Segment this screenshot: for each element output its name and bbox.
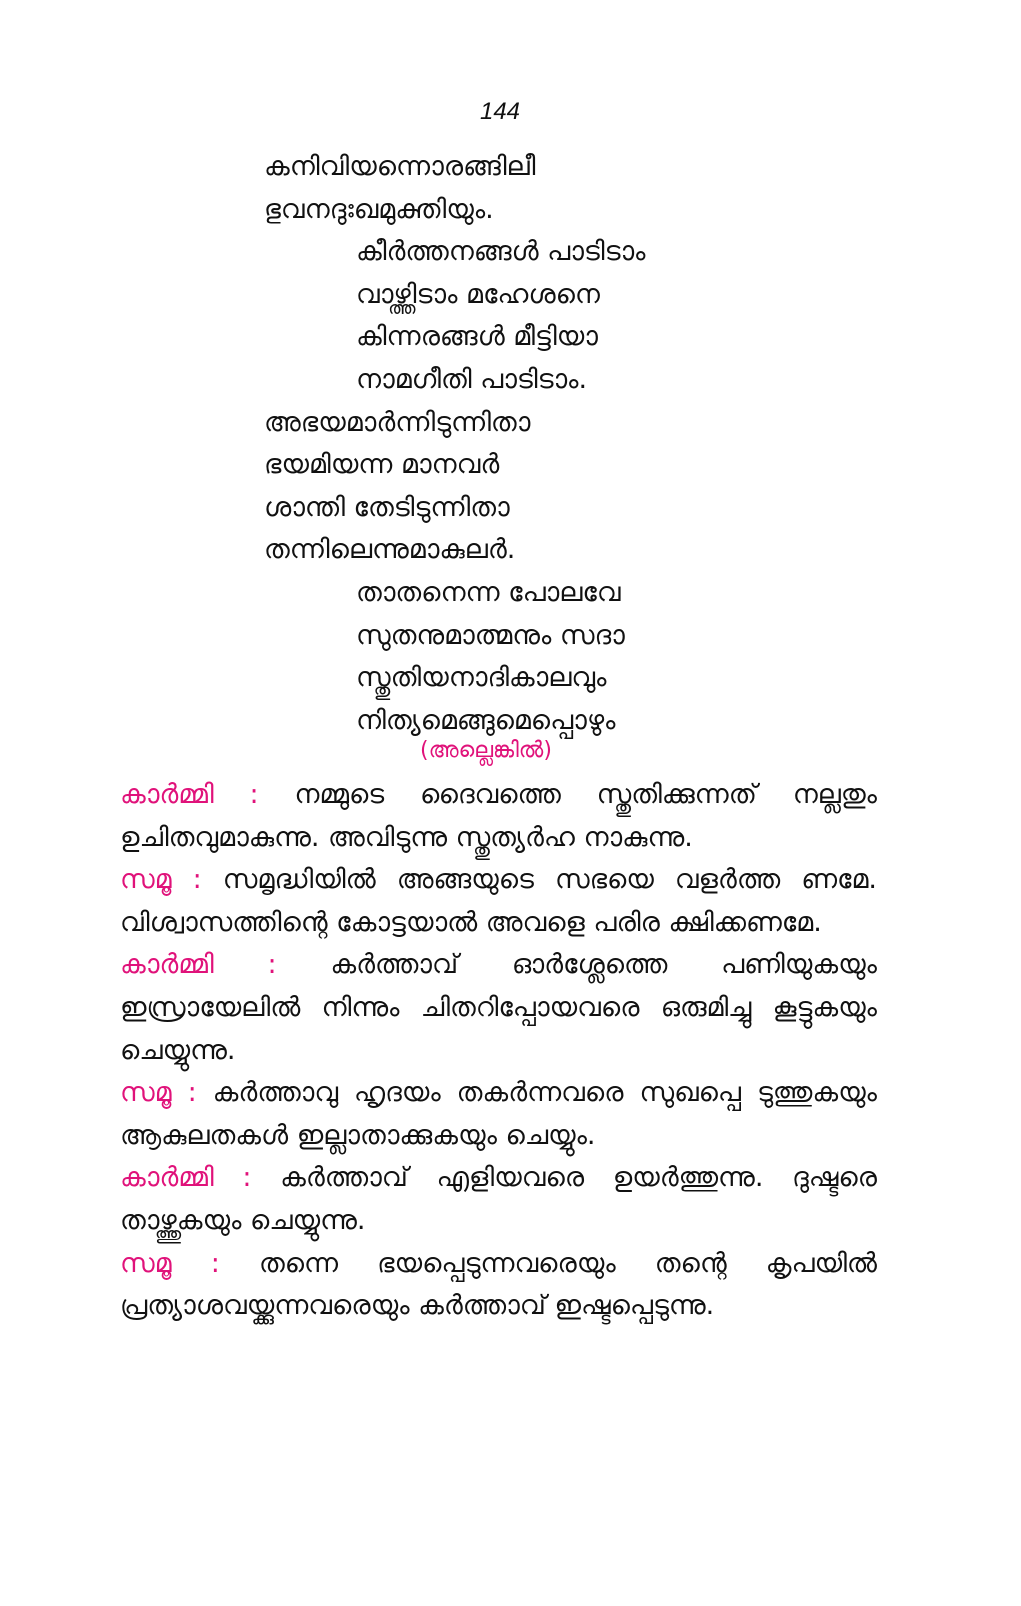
responsorial-dialogue bbox=[120, 774, 877, 1328]
speaker-label: കാർമ്മി : bbox=[120, 1162, 252, 1194]
verse-line: നിത്യമെങ്ങുമെപ്പൊഴും bbox=[356, 704, 616, 736]
verse-line: സ്തുതിയനാദികാലവും bbox=[356, 662, 607, 694]
dialogue-text: നമ്മുടെ ദൈവത്തെ സ്തുതിക്കുന്നത് നല്ലതും ഉചിതവുമാകുന്നു. അവിടുന്നു സ്തുത്യർഹ നാകുന്നു. bbox=[120, 779, 877, 853]
verse-line: ഭയമിയന്ന മാനവർ bbox=[264, 449, 500, 481]
page-number: 144 bbox=[479, 98, 521, 125]
dialogue-text: കർത്താവു ഹൃദയം തകർന്നവരെ സുഖപ്പെ ടുത്തുകയും ആകുലതകൾ ഇല്ലാതാക്കുകയും ചെയ്യും. bbox=[120, 1077, 877, 1151]
verse-line: സുതനുമാത്മനും സദാ bbox=[356, 619, 625, 651]
speaker-label: സമൂ : bbox=[120, 1247, 220, 1279]
verse-line: തന്നിലെന്നുമാകുലർ. bbox=[264, 534, 516, 566]
verse-line: കീർത്തനങ്ങൾ പാടിടാം bbox=[356, 236, 646, 268]
alternative-note: (അല്ലെങ്കിൽ) bbox=[420, 738, 552, 763]
verse-line: ശാന്തി തേടിടുന്നിതാ bbox=[264, 491, 510, 523]
speaker-label: കാർമ്മി : bbox=[120, 949, 277, 981]
verse-line: വാഴ്ത്തിടാം മഹേശനെ bbox=[356, 278, 600, 310]
verse-line: കനിവിയന്നൊരങ്ങിലീ bbox=[264, 151, 536, 182]
dialogue-exchange bbox=[120, 1072, 877, 1157]
verse-line: താതനെന്ന പോലവേ bbox=[356, 576, 621, 608]
speaker-label: കാർമ്മി : bbox=[120, 779, 259, 810]
dialogue-text: തന്നെ ഭയപ്പെടുന്നവരെയും തന്റെ കൃപയിൽ പ്രത്യാശവയ്ക്കുന്നവരെയും കർത്താവ് ഇഷ്ടപ്പെടുന്നു. bbox=[120, 1247, 878, 1322]
verse-line: നാമഗീതി പാടിടാം. bbox=[356, 363, 588, 395]
dialogue-text: സമൃദ്ധിയിൽ അങ്ങയുടെ സഭയെ വളർത്ത ണമേ. വിശ്വാസത്തിന്റെ കോട്ടയാൽ അവളെ പരിര ക്ഷിക്കണമേ. bbox=[120, 864, 877, 938]
speaker-label: സമൂ : bbox=[120, 864, 202, 896]
dialogue-exchange bbox=[120, 1243, 877, 1328]
dialogue-exchange bbox=[120, 774, 877, 859]
verse-line: അഭയമാർന്നിടുന്നിതാ bbox=[264, 406, 531, 438]
dialogue-exchange bbox=[120, 944, 877, 1072]
dialogue-text: കർത്താവ് ഓർശ്ലേത്തെ പണിയുകയും ഇസ്രായേലിൽ നിന്നും ചിതറിപ്പോയവരെ ഒരുമിച്ചു കൂട്ടുകയും ചെയ്യുന്നു. bbox=[120, 949, 877, 1066]
dialogue-exchange bbox=[120, 859, 877, 944]
dialogue-exchange bbox=[120, 1157, 877, 1242]
verse-line: കിന്നരങ്ങൾ മീട്ടിയാ bbox=[356, 321, 598, 353]
speaker-label: സമൂ : bbox=[120, 1077, 197, 1109]
dialogue-text: കർത്താവ് എളിയവരെ ഉയർത്തുന്നു. ദുഷ്ടരെ താഴ്ത്തുകയും ചെയ്യുന്നു. bbox=[120, 1162, 877, 1236]
hymn-verse bbox=[0, 146, 1021, 742]
verse-line: ഭുവനദുഃഖമുക്തിയും. bbox=[264, 193, 494, 225]
